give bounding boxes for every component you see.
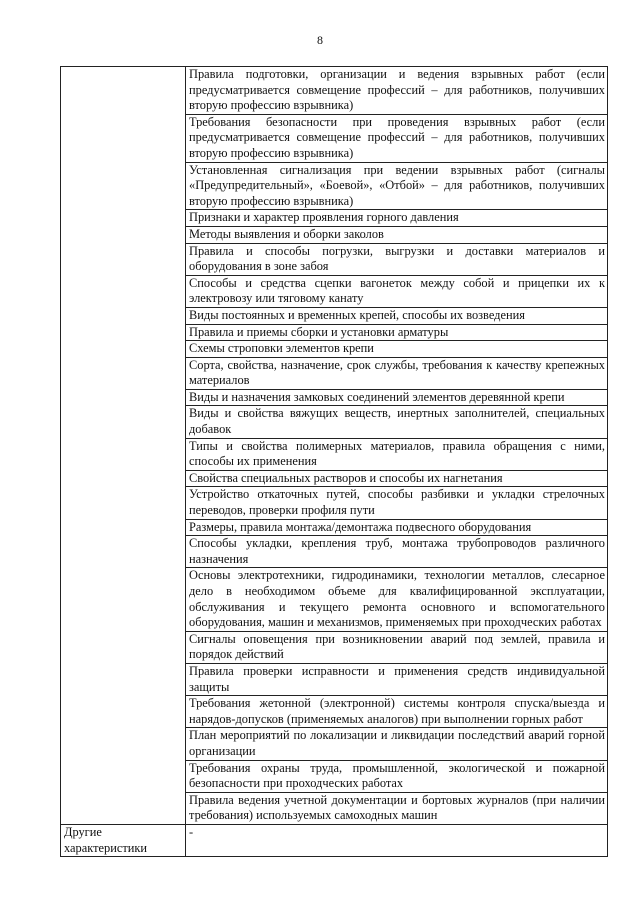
knowledge-item: Виды и назначения замковых соединений элементов деревянной крепи bbox=[186, 389, 608, 406]
knowledge-item: Правила и способы погрузки, выгрузки и доставки материалов и оборудования в зоне забоя bbox=[186, 243, 608, 275]
knowledge-item: Свойства специальных растворов и способы их нагнетания bbox=[186, 470, 608, 487]
knowledge-item: Правила и приемы сборки и установки арматуры bbox=[186, 324, 608, 341]
knowledge-item: План мероприятий по локализации и ликвидации последствий аварий горной организации bbox=[186, 728, 608, 760]
knowledge-item: Требования безопасности при проведения взрывных работ (если предусматривается совмещение профессий – для работников, получивших вторую профессию взрывника) bbox=[186, 114, 608, 162]
knowledge-item: Основы электротехники, гидродинамики, технологии металлов, слесарное дело в необходимом объеме для квалифицированной эксплуатации, обслуживания и текущего ремонта основного и вспомогательного оборудования, машин и механизмов, применяемых при проходческих работах bbox=[186, 568, 608, 631]
knowledge-item: Признаки и характер проявления горного давления bbox=[186, 210, 608, 227]
knowledge-item: Установленная сигнализация при ведении взрывных работ (сигналы «Предупредительный», «Боевой», «Отбой» – для работников, получивших вторую профессию взрывника) bbox=[186, 162, 608, 210]
knowledge-item: Методы выявления и оборки заколов bbox=[186, 226, 608, 243]
knowledge-item: Виды постоянных и временных крепей, способы их возведения bbox=[186, 307, 608, 324]
other-characteristics-value: - bbox=[186, 824, 608, 856]
page-number: 8 bbox=[317, 33, 323, 47]
knowledge-item: Правила проверки исправности и применения средств индивидуальной защиты bbox=[186, 663, 608, 695]
knowledge-item: Схемы строповки элементов крепи bbox=[186, 341, 608, 358]
knowledge-item: Сорта, свойства, назначение, срок службы, требования к качеству крепежных материалов bbox=[186, 357, 608, 389]
knowledge-item: Типы и свойства полимерных материалов, правила обращения с ними, способы их применения bbox=[186, 438, 608, 470]
knowledge-item: Размеры, правила монтажа/демонтажа подвесного оборудования bbox=[186, 519, 608, 536]
knowledge-item: Способы укладки, крепления труб, монтажа трубопроводов различного назначения bbox=[186, 536, 608, 568]
knowledge-item: Способы и средства сцепки вагонеток между собой и прицепки их к электровозу или тяговому канату bbox=[186, 275, 608, 307]
knowledge-item: Устройство откаточных путей, способы разбивки и укладки стрелочных переводов, проверки профиля пути bbox=[186, 487, 608, 519]
other-characteristics-label: Другие характеристики bbox=[61, 824, 186, 856]
table-row-other bbox=[61, 824, 608, 856]
knowledge-item: Правила подготовки, организации и ведения взрывных работ (если предусматривается совмещение профессий – для работников, получивших вторую профессию взрывника) bbox=[186, 67, 608, 115]
knowledge-item: Виды и свойства вяжущих веществ, инертных заполнителей, специальных добавок bbox=[186, 406, 608, 438]
table-row bbox=[61, 67, 608, 115]
knowledge-item: Правила ведения учетной документации и бортовых журналов (при наличии требования) используемых самоходных машин bbox=[186, 792, 608, 824]
requirements-table bbox=[60, 66, 608, 857]
knowledge-item: Требования охраны труда, промышленной, экологической и пожарной безопасности при проходческих работах bbox=[186, 760, 608, 792]
knowledge-item: Сигналы оповещения при возникновении аварий под землей, правила и порядок действий bbox=[186, 631, 608, 663]
knowledge-item: Требования жетонной (электронной) системы контроля спуска/выезда и нарядов-допусков (применяемых аналогов) при выполнении горных работ bbox=[186, 696, 608, 728]
empty-label-cell bbox=[61, 67, 186, 825]
